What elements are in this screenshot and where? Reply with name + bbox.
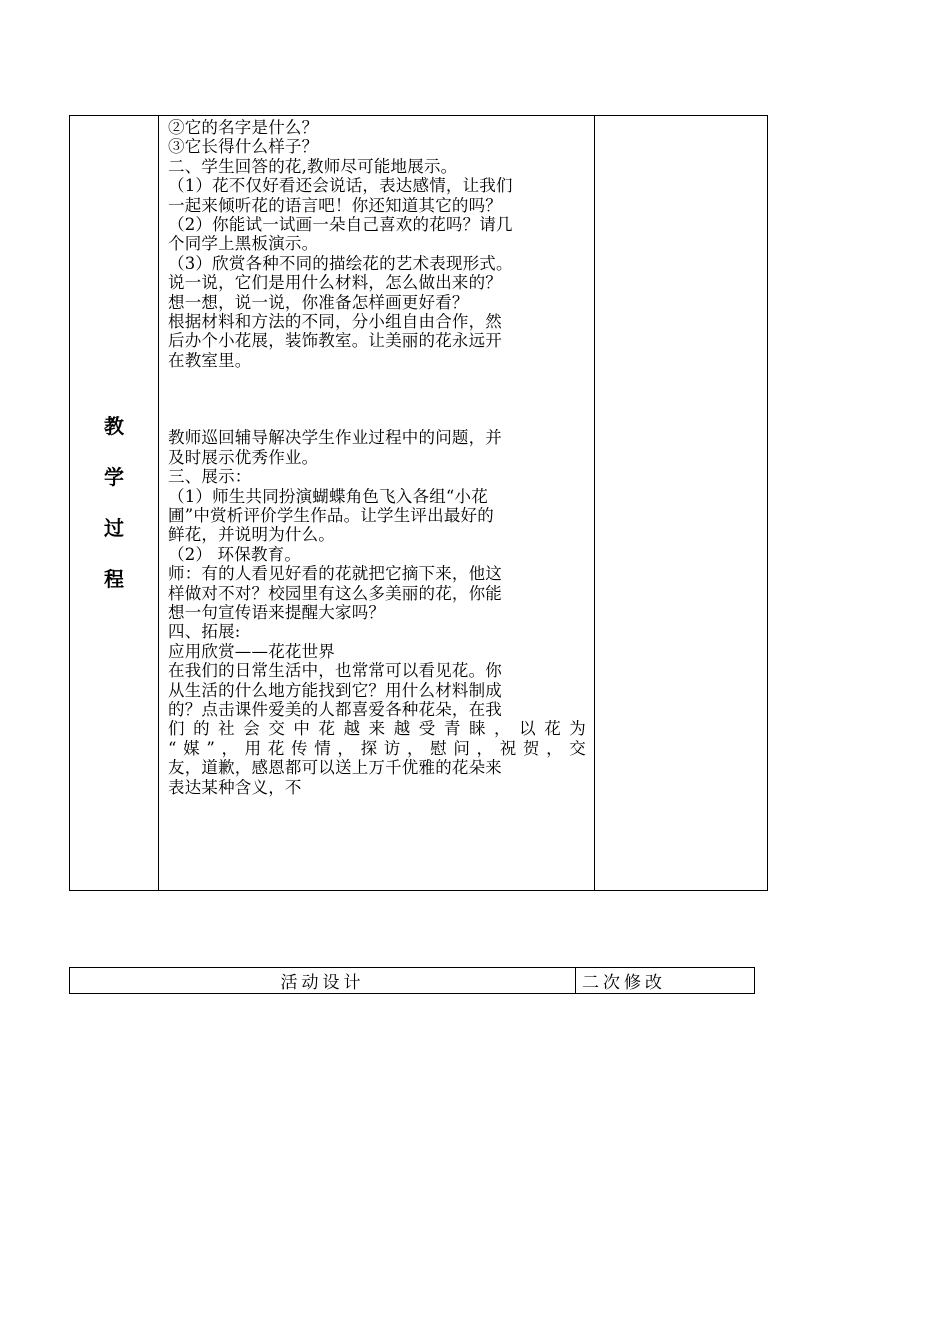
section-label-char: 程 bbox=[104, 567, 124, 591]
content-line: 四、拓展: bbox=[168, 622, 241, 642]
section-label-cell bbox=[70, 116, 159, 891]
section-label-char: 过 bbox=[104, 516, 124, 540]
content-line: （1）花不仅好看还会说话，表达感情，让我们 bbox=[168, 176, 513, 196]
content-line: 师：有的人看见好看的花就把它摘下来，他这 bbox=[168, 564, 502, 584]
content-line: 想一想，说一说，你准备怎样画更好看？ bbox=[168, 292, 469, 312]
content-line: 表达某种含义，不 bbox=[168, 777, 302, 797]
second-revision-header: 二次修改 bbox=[576, 968, 755, 994]
activity-design-header: 活动设计 bbox=[70, 968, 576, 994]
content-line: 在教室里。 bbox=[168, 350, 252, 370]
content-line: 们的社会交中花越来越受青睐，以花为 bbox=[168, 719, 586, 739]
content-line: 后办个小花展，装饰教室。让美丽的花永远开 bbox=[168, 331, 502, 351]
section-label-char: 教 bbox=[104, 414, 124, 438]
content-line: ③它长得什么样子？ bbox=[168, 137, 319, 157]
content-line: 友，道歉，感恩都可以送上万千优雅的花朵来 bbox=[168, 758, 502, 778]
content-line: 个同学上黑板演示。 bbox=[168, 234, 319, 254]
content-line: （2）你能试一试画一朵自己喜欢的花吗？请几 bbox=[168, 215, 513, 235]
content-line: 的？点击课件爱美的人都喜爱各种花朵，在我 bbox=[168, 699, 502, 719]
content-line: 想一句宣传语来提醒大家吗？ bbox=[168, 602, 386, 622]
section-label bbox=[104, 401, 124, 605]
teaching-process-row bbox=[70, 116, 768, 891]
content-line: 教师巡回辅导解决学生作业过程中的问题，并 bbox=[168, 428, 502, 448]
footer-header-row bbox=[70, 968, 755, 994]
content-line: ②它的名字是什么？ bbox=[168, 118, 319, 137]
content-line: 三、展示： bbox=[168, 467, 252, 487]
content-line: “媒”，用花传情，探访，慰问，祝贺，交 bbox=[168, 738, 586, 758]
blank-space bbox=[168, 370, 586, 428]
content-line: 样做对不对？校园里有这么多美丽的花，你能 bbox=[168, 583, 502, 603]
content-line: （1）师生共同扮演蝴蝶角色飞入各组“小花 bbox=[168, 486, 488, 506]
footer-header-table bbox=[69, 967, 755, 994]
content-line: 根据材料和方法的不同，分小组自由合作，然 bbox=[168, 312, 502, 332]
lesson-plan-table bbox=[69, 115, 768, 891]
content-line: 从生活的什么地方能找到它？用什么材料制成 bbox=[168, 680, 502, 700]
content-line: （2） 环保教育。 bbox=[168, 544, 302, 564]
process-content-cell bbox=[159, 116, 595, 891]
section-label-char: 学 bbox=[104, 465, 124, 489]
content-line: 一起来倾听花的语言吧！你还知道其它的吗？ bbox=[168, 195, 502, 215]
content-line: 在我们的日常生活中，也常常可以看见花。你 bbox=[168, 661, 502, 681]
content-line: （3）欣赏各种不同的描绘花的艺术表现形式。 bbox=[168, 253, 513, 273]
content-line: 圃”中赏析评价学生作品。让学生评出最好的 bbox=[168, 505, 494, 525]
content-line: 应用欣赏——花花世界 bbox=[168, 641, 335, 661]
revision-cell bbox=[595, 116, 768, 891]
content-line: 二、学生回答的花,教师尽可能地展示。 bbox=[168, 156, 458, 176]
content-line: 说一说，它们是用什么材料，怎么做出来的？ bbox=[168, 273, 502, 293]
content-line: 及时展示优秀作业。 bbox=[168, 447, 319, 467]
content-line: 鲜花，并说明为什么。 bbox=[168, 525, 335, 545]
